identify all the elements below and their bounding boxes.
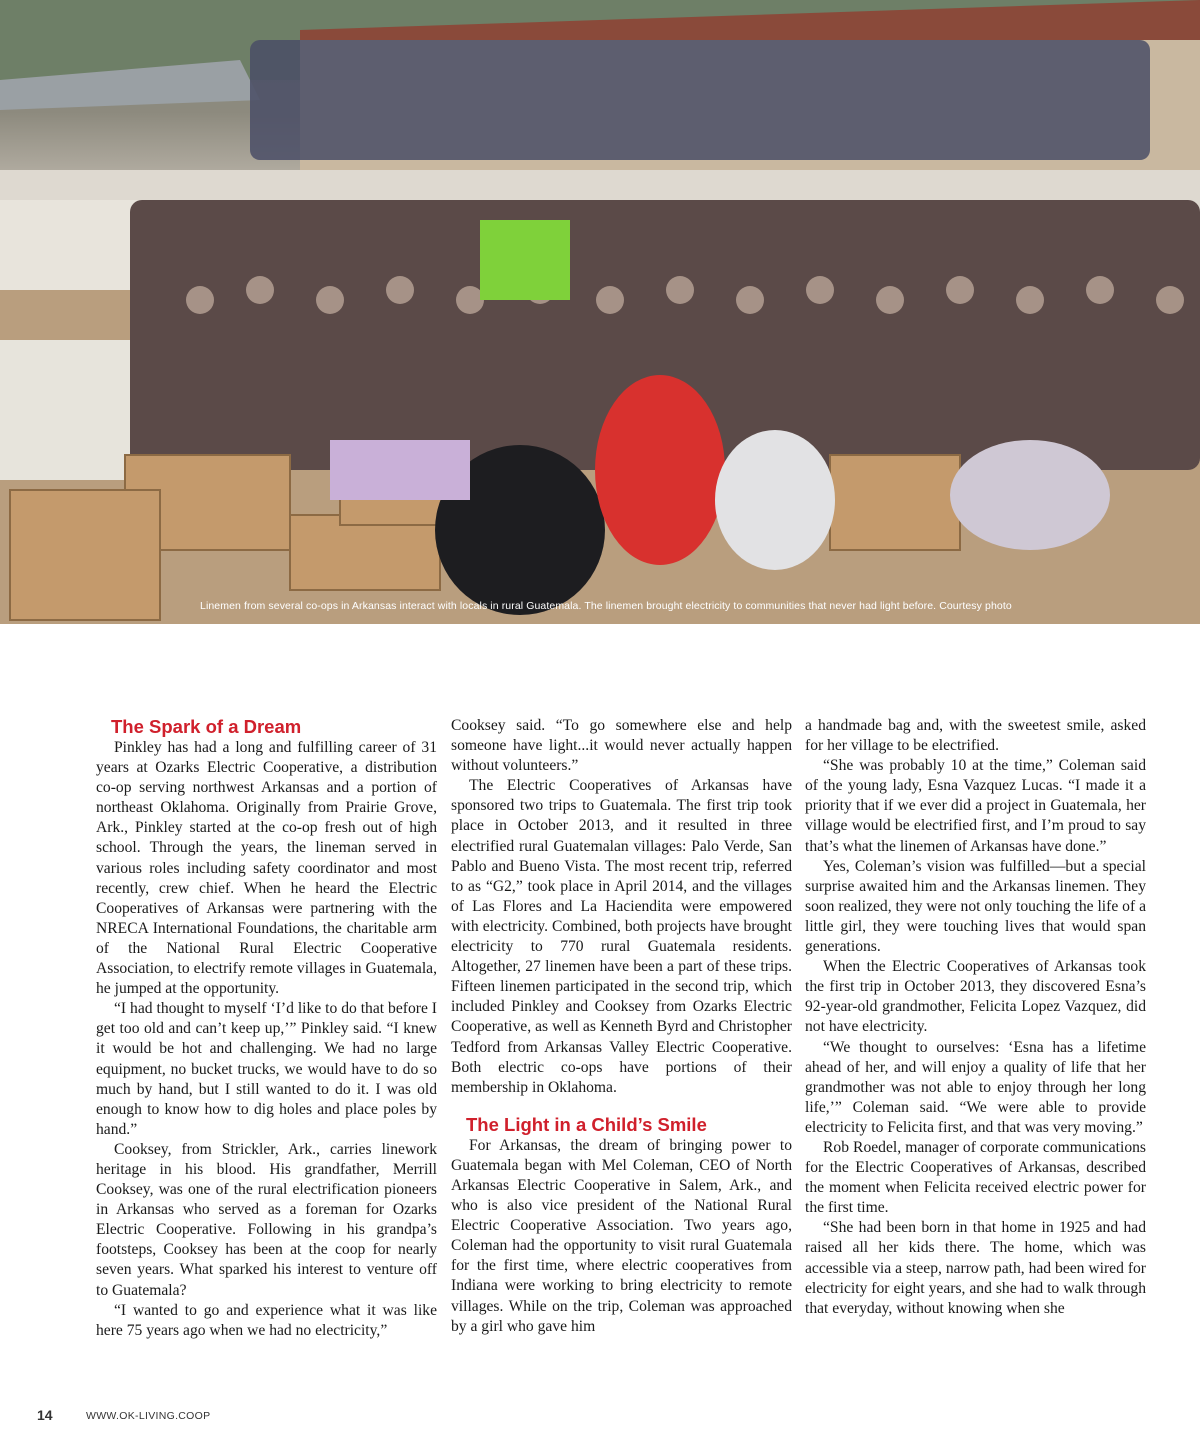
website-link[interactable]: WWW.OK-LIVING.COOP xyxy=(86,1410,211,1422)
paragraph: When the Electric Cooperatives of Arkansas took the first trip in October 2013, they discovered Esna’s 92-year-old grandmother, Felicita Lopez Vazquez, did not have electricity. xyxy=(805,958,1146,1036)
paragraph: “She had been born in that home in 1925 and had raised all her kids there. The home, which was accessible via a steep, narrow path, had been wired for electricity for eight years, and she had to walk through that everyday, without knowing when she xyxy=(805,1219,1146,1317)
article-column-3 xyxy=(805,716,1146,1319)
group-photo-icon xyxy=(0,0,1200,624)
paragraph: Yes, Coleman’s vision was fulfilled—but a special surprise awaited him and the Arkansas linemen. They soon realized, they were not only touching the life of a little girl, they were touching lives that would span generations. xyxy=(805,857,1146,956)
article-column-2 xyxy=(451,716,792,1337)
page-number: 14 xyxy=(37,1407,53,1423)
page-footer xyxy=(37,1407,211,1425)
article-column-1 xyxy=(96,716,437,1341)
paragraph: Cooksey, from Strickler, Ark., carries linework heritage in his blood. His grandfather, Merrill Cooksey, was one of the rural electrification pioneers in Arkansas who served as a foreman for Ozarks Electric Cooperative. Following in his grandpa’s footsteps, Cooksey has been at the coop for nearly seven years. What sparked his interest to venture off to Guatemala? xyxy=(96,1140,437,1299)
paragraph: The Electric Cooperatives of Arkansas have sponsored two trips to Guatemala. The first trip took place in October 2013, and it resulted in three electrified rural Guatemalan villages: Palo Verde, San Pablo and Bueno Vista. The most recent trip, referred to as “G2,” took place in April 2014, and the villages of Las Flores and La Haciendita were empowered with electricity. Combined, both projects have brought electricity to 770 rural Guatemala residents. Altogether, 27 linemen have been a part of these trips. Fifteen linemen participated in the second trip, which included Pinkley and Cooksey from Ozarks Electric Cooperative, as well as Kenneth Byrd and Christopher Tedford from Arkansas Valley Electric Cooperative. Both electric co-ops have portions of their membership in Oklahoma. xyxy=(451,777,792,1096)
paragraph: For Arkansas, the dream of bringing power to Guatemala began with Mel Coleman, CEO of North Arkansas Electric Cooperative in Salem, Ark., and who is also vice president of the National Rural Electric Cooperative Association. Two years ago, Coleman had the opportunity to visit rural Guatemala for the first time, where electric cooperatives from Indiana were working to bring electricity to remote villages. While on the trip, Coleman was approached by a girl who gave him xyxy=(451,1136,792,1335)
paragraph: a handmade bag and, with the sweetest smile, asked for her village to be electrified. xyxy=(805,717,1146,755)
section-heading-spark: The Spark of a Dream xyxy=(111,716,302,737)
group-photo xyxy=(0,0,1200,624)
paragraph: “I wanted to go and experience what it was like here 75 years ago when we had no electricity,” xyxy=(96,1301,437,1339)
paragraph: “We thought to ourselves: ‘Esna has a lifetime ahead of her, and will enjoy a quality of life that her grandmother was not able to enjoy through her long life,’” Coleman said. “We were able to provide electricity to Felicita first, and that was very moving.” xyxy=(805,1038,1146,1136)
paragraph: “I had thought to myself ‘I’d like to do that before I get too old and can’t keep up,’” Pinkley said. “I knew it would be hot and challenging. We had no large equipment, no bucket trucks, we would have to do so much by hand, but I still wanted to do it. I was old enough to know how to dig holes and place poles by hand.” xyxy=(96,1000,437,1138)
paragraph: Rob Roedel, manager of corporate communications for the Electric Cooperatives of Arkansas, described the moment when Felicita received electric power for the first time. xyxy=(805,1138,1146,1217)
paragraph: Cooksey said. “To go somewhere else and help someone have light...it would never actually happen without volunteers.” xyxy=(451,717,792,775)
photo-caption: Linemen from several co-ops in Arkansas interact with locals in rural Guatemala. The linemen brought electricity to communities that never had light before. Courtesy photo xyxy=(200,600,1012,612)
paragraph: Pinkley has had a long and fulfilling career of 31 years at Ozarks Electric Cooperative, a distribution co-op serving northwest Arkansas and a portion of northeast Oklahoma. Originally from Prairie Grove, Ark., Pinkley started at the co-op fresh out of high school. Through the years, the lineman served in various roles including safety coordinator and most recently, crew chief. When he heard the Electric Cooperatives of Arkansas were partnering with the NRECA International Foundations, the charitable arm of the National Rural Electric Cooperative Association, to electrify remote villages in Guatemala, he jumped at the opportunity. xyxy=(96,739,437,998)
section-heading-light: The Light in a Child’s Smile xyxy=(466,1113,707,1135)
paragraph: “She was probably 10 at the time,” Coleman said of the young lady, Esna Vazquez Lucas. “I made it a priority that if we ever did a project in Guatemala, her village would be electrified first, and I’m proud to say that’s what the linemen of Arkansas have done.” xyxy=(805,757,1146,855)
